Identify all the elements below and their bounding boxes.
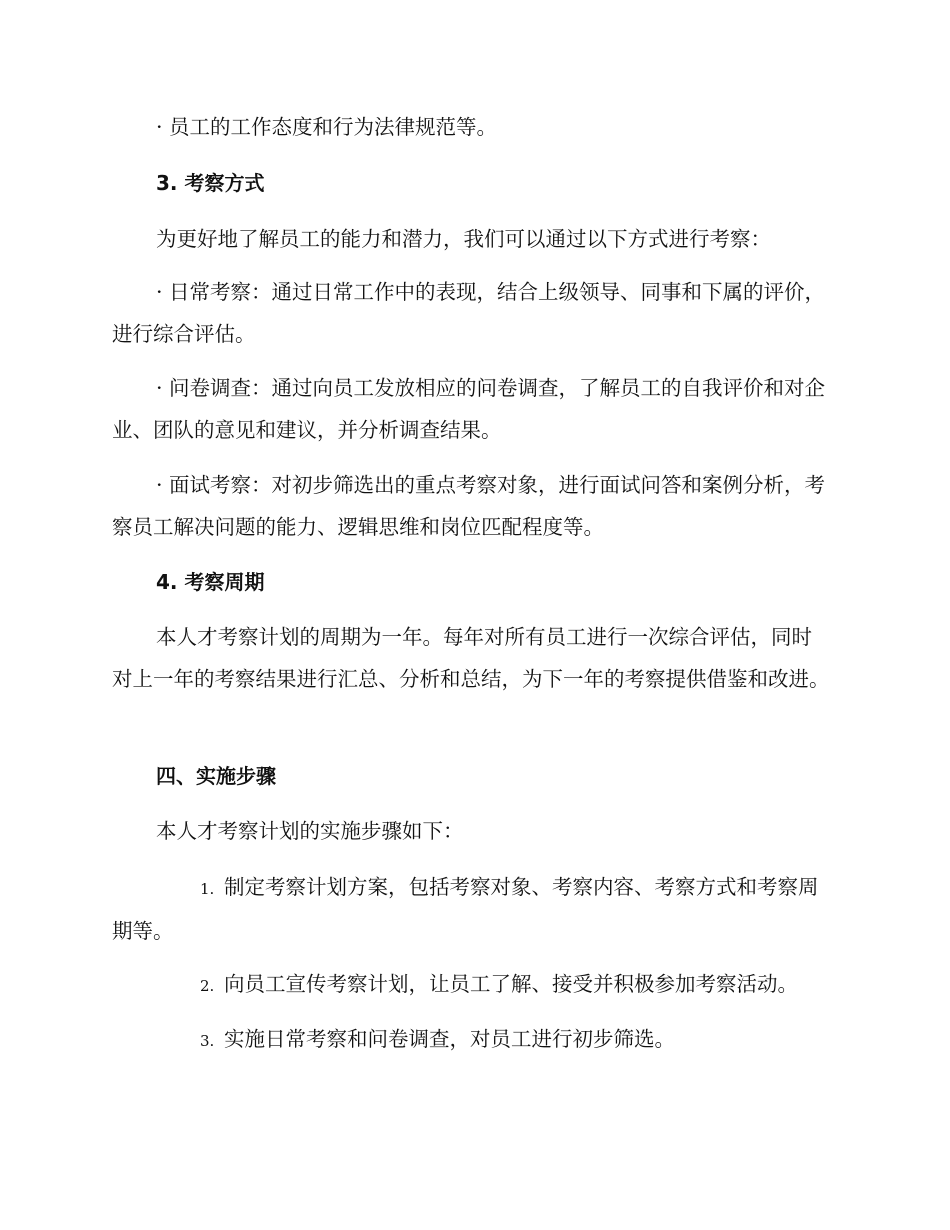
step-text: 实施日常考察和问卷调查，对员工进行初步筛选。: [224, 1027, 675, 1051]
bullet-questionnaire: · 问卷调查：通过向员工发放相应的问卷调查，了解员工的自我评价和对企业、团队的意见和建议，并分析调查结果。: [112, 376, 826, 442]
section-heading-assessment-methods: 3. 考察方式: [156, 171, 265, 195]
bullet-daily-assessment: · 日常考察：通过日常工作中的表现，结合上级领导、同事和下属的评价，进行综合评估。: [112, 280, 826, 346]
step-text: 制定考察计划方案，包括考察对象、考察内容、考察方式和考察周期等。: [112, 875, 819, 943]
cycle-paragraph: 本人才考察计划的周期为一年。每年对所有员工进行一次综合评估，同时对上一年的考察结果进行汇总、分析和总结，为下一年的考察提供借鉴和改进。: [112, 625, 830, 691]
numbered-step: [112, 963, 832, 1007]
bullet-work-attitude: · 员工的工作态度和行为法律规范等。: [156, 115, 498, 139]
step-number: 1.: [200, 880, 215, 898]
step-number: 3.: [200, 1032, 215, 1050]
section-heading-implementation-steps: 四、实施步骤: [156, 764, 276, 788]
numbered-step: [112, 1018, 832, 1062]
methods-intro-paragraph: 为更好地了解员工的能力和潜力，我们可以通过以下方式进行考察：: [156, 227, 771, 251]
numbered-step: [112, 866, 832, 952]
section-heading-assessment-cycle: 4. 考察周期: [156, 570, 265, 594]
bullet-interview: · 面试考察：对初步筛选出的重点考察对象，进行面试问答和案例分析，考察员工解决问题的能力、逻辑思维和岗位匹配程度等。: [112, 473, 826, 539]
step-number: 2.: [200, 977, 215, 995]
steps-intro-paragraph: 本人才考察计划的实施步骤如下：: [156, 819, 464, 843]
step-text: 向员工宣传考察计划，让员工了解、接受并积极参加考察活动。: [224, 972, 798, 996]
